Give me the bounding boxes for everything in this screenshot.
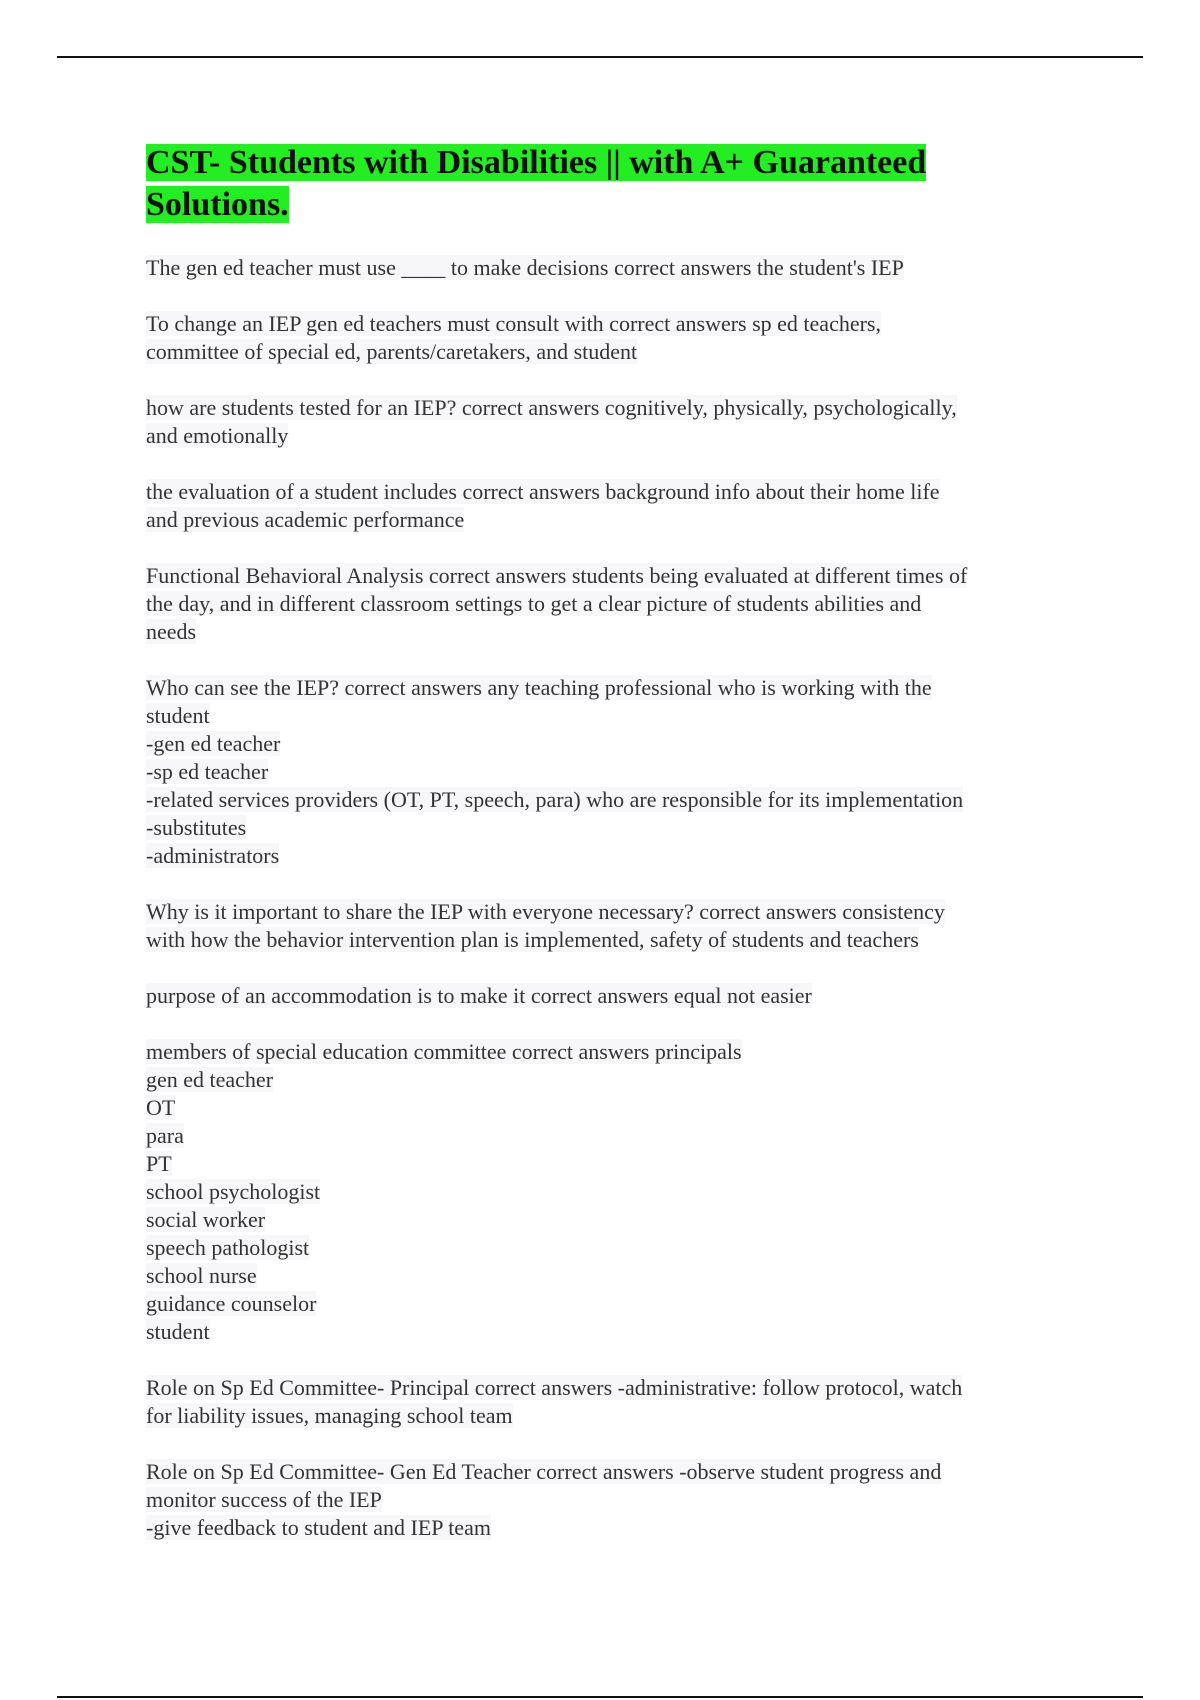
qa-line-text: members of special education committee correct answers principals <box>146 1039 742 1064</box>
qa-entry <box>146 674 1076 870</box>
qa-line-text: with how the behavior intervention plan is implemented, safety of students and teachers <box>146 927 919 952</box>
qa-line-text: -substitutes <box>146 815 247 840</box>
qa-line-text: for liability issues, managing school team <box>146 1403 513 1428</box>
qa-entry <box>146 394 1076 450</box>
qa-entry <box>146 1374 1076 1430</box>
qa-entry <box>146 478 1076 534</box>
qa-line-text: para <box>146 1123 184 1148</box>
qa-line-text: committee of special ed, parents/caretakers, and student <box>146 339 638 364</box>
qa-line <box>146 1122 1076 1150</box>
qa-line <box>146 1290 1076 1318</box>
qa-line-text: gen ed teacher <box>146 1067 274 1092</box>
qa-line <box>146 1402 1076 1430</box>
qa-line-text: speech pathologist <box>146 1235 310 1260</box>
qa-line-text: Who can see the IEP? correct answers any teaching professional who is working with the <box>146 675 932 700</box>
qa-line <box>146 786 1076 814</box>
qa-line <box>146 562 1076 590</box>
qa-line <box>146 478 1076 506</box>
qa-line <box>146 1458 1076 1486</box>
qa-line <box>146 254 1076 282</box>
qa-line-text: -sp ed teacher <box>146 759 269 784</box>
qa-line-text: Functional Behavioral Analysis correct answers students being evaluated at different times of <box>146 563 968 588</box>
qa-line <box>146 702 1076 730</box>
qa-line-text: -gen ed teacher <box>146 731 281 756</box>
qa-line-text: the day, and in different classroom settings to get a clear picture of students abilities and <box>146 591 922 616</box>
qa-line <box>146 1234 1076 1262</box>
qa-line <box>146 618 1076 646</box>
qa-line-text: OT <box>146 1095 176 1120</box>
qa-line <box>146 1262 1076 1290</box>
qa-line <box>146 338 1076 366</box>
qa-line <box>146 1066 1076 1094</box>
qa-line-text: Why is it important to share the IEP with everyone necessary? correct answers consistency <box>146 899 945 924</box>
qa-line-text: school psychologist <box>146 1179 321 1204</box>
qa-entries <box>146 254 1076 1542</box>
qa-line <box>146 422 1076 450</box>
qa-line-text: Role on Sp Ed Committee- Principal correct answers -administrative: follow protocol, watch <box>146 1375 963 1400</box>
qa-line-text: student <box>146 1319 210 1344</box>
qa-line-text: needs <box>146 619 197 644</box>
qa-line-text: -give feedback to student and IEP team <box>146 1515 491 1540</box>
qa-line <box>146 1486 1076 1514</box>
qa-line <box>146 1038 1076 1066</box>
qa-line <box>146 730 1076 758</box>
qa-entry <box>146 1038 1076 1346</box>
qa-line <box>146 1094 1076 1122</box>
qa-line-text: -related services providers (OT, PT, speech, para) who are responsible for its implementation <box>146 787 964 812</box>
qa-line-text: PT <box>146 1151 172 1176</box>
qa-line <box>146 1318 1076 1346</box>
qa-line <box>146 814 1076 842</box>
qa-line-text: Role on Sp Ed Committee- Gen Ed Teacher correct answers -observe student progress and <box>146 1459 942 1484</box>
qa-line-text: and previous academic performance <box>146 507 465 532</box>
header-rule <box>57 56 1143 58</box>
qa-line <box>146 1178 1076 1206</box>
title-highlight: CST- Students with Disabilities || with A+ Guaranteed Solutions. <box>146 144 927 223</box>
qa-line-text: school nurse <box>146 1263 257 1288</box>
qa-entry <box>146 898 1076 954</box>
qa-line-text: monitor success of the IEP <box>146 1487 382 1512</box>
qa-entry <box>146 254 1076 282</box>
qa-entry <box>146 1458 1076 1542</box>
qa-entry <box>146 562 1076 646</box>
qa-line-text: how are students tested for an IEP? correct answers cognitively, physically, psychologically, <box>146 395 957 420</box>
qa-line-text: and emotionally <box>146 423 289 448</box>
qa-line-text: the evaluation of a student includes correct answers background info about their home life <box>146 479 940 504</box>
document-title <box>146 142 1076 226</box>
qa-line <box>146 1514 1076 1542</box>
qa-line <box>146 1206 1076 1234</box>
qa-line <box>146 982 1076 1010</box>
qa-line-text: student <box>146 703 210 728</box>
qa-line <box>146 898 1076 926</box>
qa-line-text: purpose of an accommodation is to make it correct answers equal not easier <box>146 983 812 1008</box>
qa-line <box>146 926 1076 954</box>
document-body <box>146 142 1076 1570</box>
qa-line <box>146 394 1076 422</box>
qa-line <box>146 674 1076 702</box>
qa-line <box>146 590 1076 618</box>
qa-line-text: To change an IEP gen ed teachers must consult with correct answers sp ed teachers, <box>146 311 881 336</box>
qa-line <box>146 310 1076 338</box>
qa-line-text: guidance counselor <box>146 1291 317 1316</box>
qa-line <box>146 842 1076 870</box>
qa-line <box>146 758 1076 786</box>
qa-entry <box>146 982 1076 1010</box>
qa-entry <box>146 310 1076 366</box>
qa-line <box>146 1374 1076 1402</box>
qa-line-text: The gen ed teacher must use ____ to make decisions correct answers the student's IEP <box>146 255 904 280</box>
qa-line <box>146 1150 1076 1178</box>
qa-line-text: social worker <box>146 1207 266 1232</box>
qa-line <box>146 506 1076 534</box>
footer-rule <box>57 1696 1143 1698</box>
qa-line-text: -administrators <box>146 843 280 868</box>
